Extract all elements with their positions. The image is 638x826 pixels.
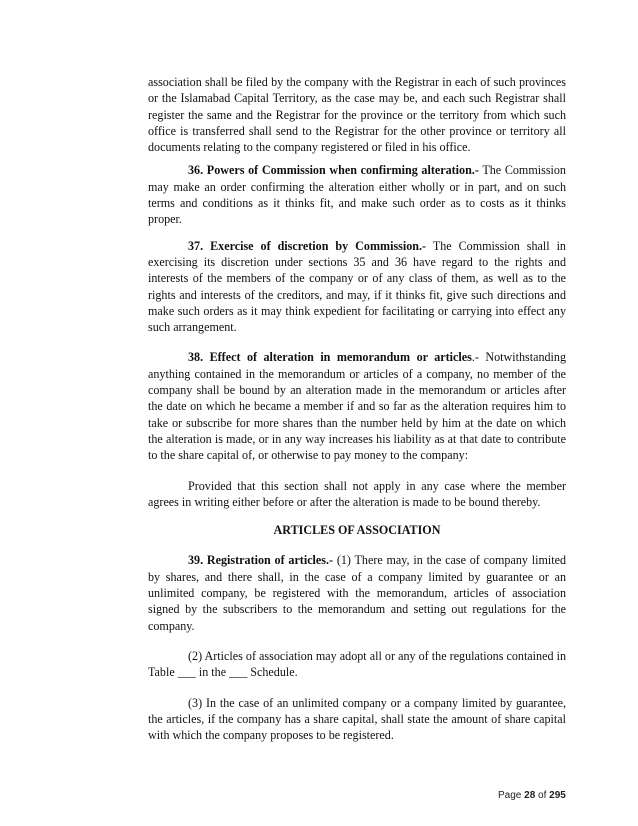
page-prefix: Page: [498, 790, 525, 801]
section-37-heading: 37. Exercise of discretion by Commission.-: [188, 238, 427, 253]
section-37: [148, 238, 566, 336]
section-36-body: The Commission may make an order confirming the alteration either wholly or in part, and on such terms and conditions as it thinks fit, and make such order as to costs as it thinks proper.: [148, 163, 566, 227]
section-38-body: .- Notwithstanding anything contained in the memorandum or articles of a company, no member of the company shall be bound by an alteration made in the memorandum or articles after the date on which he became a member if and so far as the alteration requires him to take or subscribe for more shares than the number held by him at the date on which the alteration is made, or in any way increases his liability as at that date to contribute to the share capital of, or otherwise to pay money to the company:: [148, 350, 567, 463]
section-39-heading: 39. Registration of articles.-: [188, 553, 334, 568]
page-number: [498, 790, 566, 801]
section-36: [148, 162, 566, 227]
section-39: [148, 552, 566, 633]
total-pages: 295: [549, 790, 566, 801]
current-page: 28: [524, 790, 536, 801]
section-39-subsection-2: (2) Articles of association may adopt all or any of the regulations contained in Table ___ in the ___ Schedule.: [148, 648, 566, 680]
section-38-heading: 38. Effect of alteration in memorandum or articles: [188, 350, 472, 365]
section-39-subsection-3: (3) In the case of an unlimited company or a company limited by guarantee, the articles, if the company has a share capital, shall state the amount of share capital with which the company proposes to be registered.: [148, 695, 566, 743]
continuation-paragraph: association shall be filed by the company with the Registrar in each of such provinces or the Islamabad Capital Territory, as the case may be, and each such Registrar shall register the same and the Registrar for the province or the territory from which such office is transferred shall send to the Registrar for the other province or territory all documents relating to the company registered or filed in his office.: [148, 75, 566, 155]
page-separator: of: [535, 790, 550, 801]
proviso-paragraph: Provided that this section shall not apply in any case where the member agrees in writing either before or after the alteration is made to be bound thereby.: [148, 478, 566, 509]
document-body: [148, 74, 566, 743]
section-37-body: The Commission shall in exercising its discretion under sections 35 and 36 have regard to the rights and interests of the members of the company or of any class of them, as well as to the rights and interests of the creditors, and may, if it thinks fit, give such directions and make such orders as it may think expedient for facilitating or carrying into effect any such arrangement.: [148, 238, 566, 335]
section-39-body: (1) There may, in the case of company limited by shares, and there shall, in the case of a company limited by guarantee or an unlimited company, be registered with the memorandum, articles of association signed by the subscribers to the memorandum and setting out regulations for the company.: [148, 553, 566, 633]
section-36-heading: 36. Powers of Commission when confirming alteration.-: [188, 163, 479, 178]
section-title: ARTICLES OF ASSOCIATION: [273, 523, 441, 538]
section-38: [148, 349, 566, 463]
